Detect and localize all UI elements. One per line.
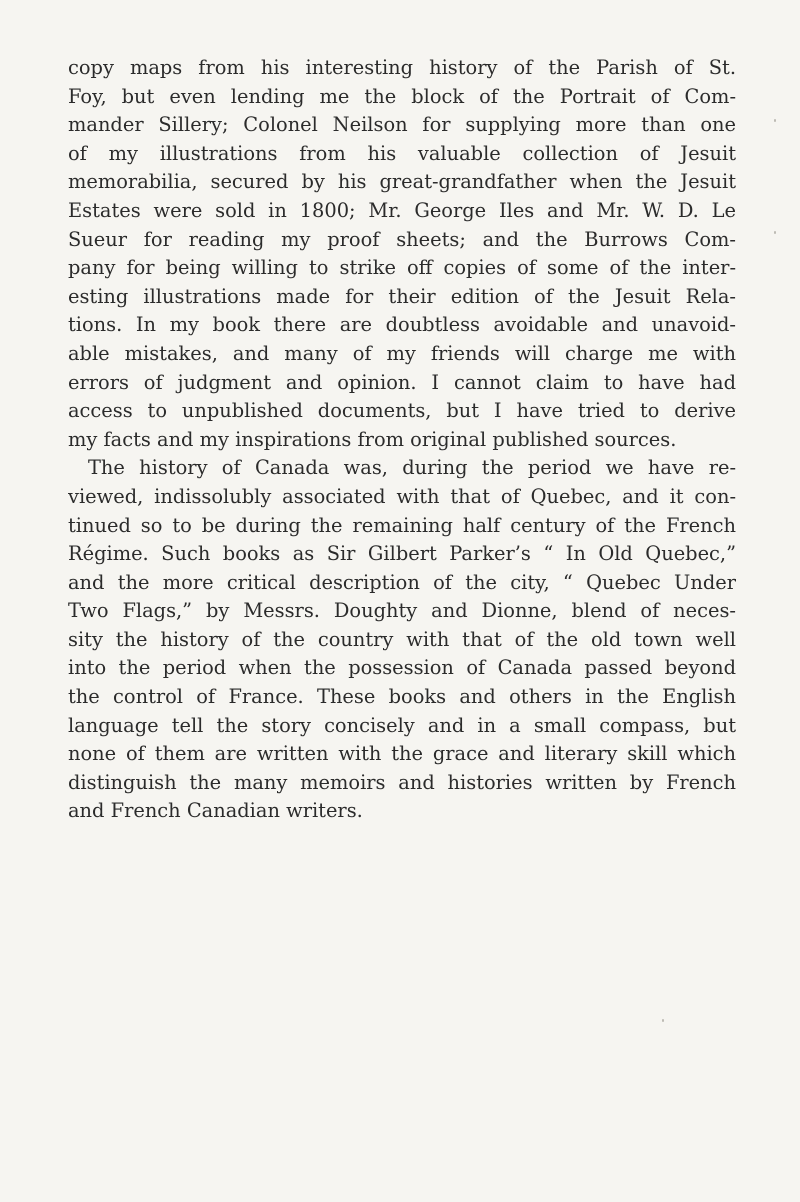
paragraph-start-line: The history of Canada was, during the period we have re- [88,456,736,480]
paper-speck [774,231,776,234]
text-line: Foy, but even lending me the block of the Portrait of Com- [68,84,736,108]
text-line: Sueur for reading my proof sheets; and the Burrows Com- [68,227,736,251]
text-line: and the more critical description of the city, “ Quebec Under [68,570,736,594]
text-line: distinguish the many memoirs and histories written by French [68,770,736,794]
text-line: mander Sillery; Colonel Neilson for supplying more than one [68,113,736,137]
text-line: sity the history of the country with that of the old town well [68,627,736,651]
text-line: and French Canadian writers. [68,799,363,823]
text-line: viewed, indissolubly associated with that of Quebec, and it con- [68,484,736,508]
text-line: tions. In my book there are doubtless avoidable and unavoid- [68,313,736,337]
text-line: able mistakes, and many of my friends will charge me with [68,341,736,365]
text-line: language tell the story concisely and in a small compass, but [68,713,736,737]
text-line: into the period when the possession of Canada passed beyond [68,656,736,680]
text-line: my facts and my inspirations from original published sources. [68,427,677,451]
text-line: none of them are written with the grace and literary skill which [68,742,736,766]
text-line: pany for being willing to strike off copies of some of the inter- [68,256,736,280]
text-line: Régime. Such books as Sir Gilbert Parker’s “ In Old Quebec,” [68,542,736,566]
text-line: the control of France. These books and others in the English [68,685,736,709]
text-line: tinued so to be during the remaining half century of the French [68,513,736,537]
body-text [68,54,736,826]
text-line: of my illustrations from his valuable collection of Jesuit [68,141,736,165]
text-line: esting illustrations made for their edition of the Jesuit Rela- [68,284,736,308]
paper-speck [662,1019,664,1022]
paper-speck [774,119,776,122]
text-line: copy maps from his interesting history of the Parish of St. [68,56,736,79]
text-line: errors of judgment and opinion. I cannot claim to have had [68,370,736,394]
text-line: Two Flags,” by Messrs. Doughty and Dionne, blend of neces- [68,599,736,623]
text-line: access to unpublished documents, but I have tried to derive [68,399,736,423]
text-line: memorabilia, secured by his great-grandfather when the Jesuit [68,170,736,194]
text-line: Estates were sold in 1800; Mr. George Iles and Mr. W. D. Le [68,198,736,222]
